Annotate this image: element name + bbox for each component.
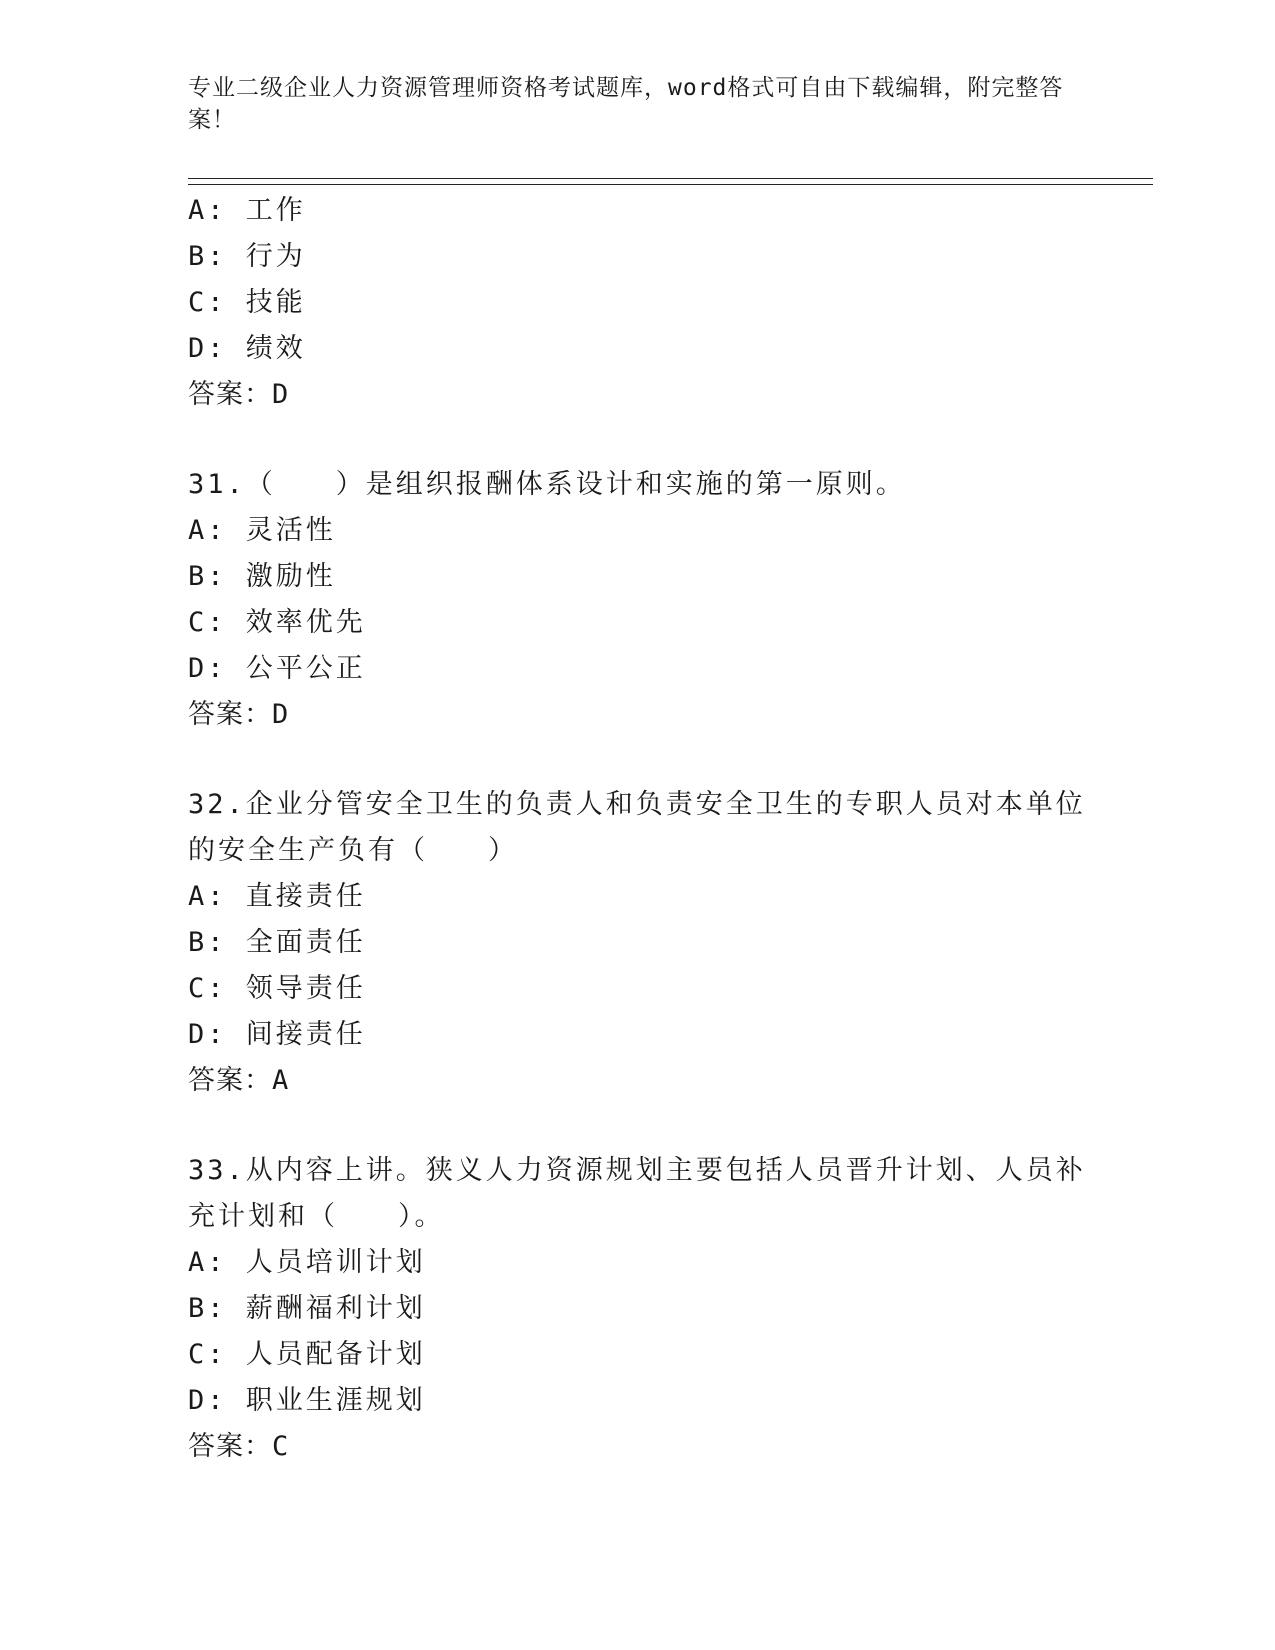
question-text: 33.从内容上讲。狭义人力资源规划主要包括人员晋升计划、人员补充计划和（ ）。 — [188, 1155, 1086, 1232]
option-b: B: 行为 — [188, 241, 306, 272]
option-c: C: 领导责任 — [188, 973, 366, 1004]
option-c: C: 人员配备计划 — [188, 1339, 426, 1370]
document-header: 专业二级企业人力资源管理师资格考试题库，word格式可自由下载编辑，附完整答案！ — [188, 75, 1064, 133]
question-list — [188, 188, 1088, 1470]
answer-value: A — [272, 1065, 290, 1096]
option-a: A: 工作 — [188, 195, 306, 226]
answer-label: 答案： — [188, 1065, 272, 1096]
answer-value: C — [272, 1431, 290, 1462]
option-b: B: 薪酬福利计划 — [188, 1293, 426, 1324]
option-a: A: 人员培训计划 — [188, 1247, 426, 1278]
answer-line — [188, 692, 1088, 738]
option-c: C: 效率优先 — [188, 607, 366, 638]
answer-label: 答案： — [188, 1431, 272, 1462]
question-block — [188, 782, 1088, 1104]
question-text: 32.企业分管安全卫生的负责人和负责安全卫生的专职人员对本单位的安全生产负有（ ） — [188, 789, 1086, 866]
option-a: A: 直接责任 — [188, 881, 366, 912]
answer-line — [188, 1424, 1088, 1470]
option-b: B: 激励性 — [188, 561, 336, 592]
question-block — [188, 462, 1088, 738]
answer-label: 答案： — [188, 379, 272, 410]
option-d: D: 绩效 — [188, 333, 306, 364]
option-d: D: 公平公正 — [188, 653, 366, 684]
option-d: D: 间接责任 — [188, 1019, 366, 1050]
answer-value: D — [272, 379, 290, 410]
answer-value: D — [272, 699, 290, 730]
option-a: A: 灵活性 — [188, 515, 336, 546]
question-text: 31.（ ）是组织报酬体系设计和实施的第一原则。 — [188, 469, 906, 500]
question-block — [188, 188, 1088, 418]
option-b: B: 全面责任 — [188, 927, 366, 958]
header-divider — [188, 178, 1153, 185]
option-d: D: 职业生涯规划 — [188, 1385, 426, 1416]
option-c: C: 技能 — [188, 287, 306, 318]
answer-line — [188, 1058, 1088, 1104]
question-block — [188, 1148, 1088, 1470]
answer-label: 答案： — [188, 699, 272, 730]
answer-line — [188, 372, 1088, 418]
